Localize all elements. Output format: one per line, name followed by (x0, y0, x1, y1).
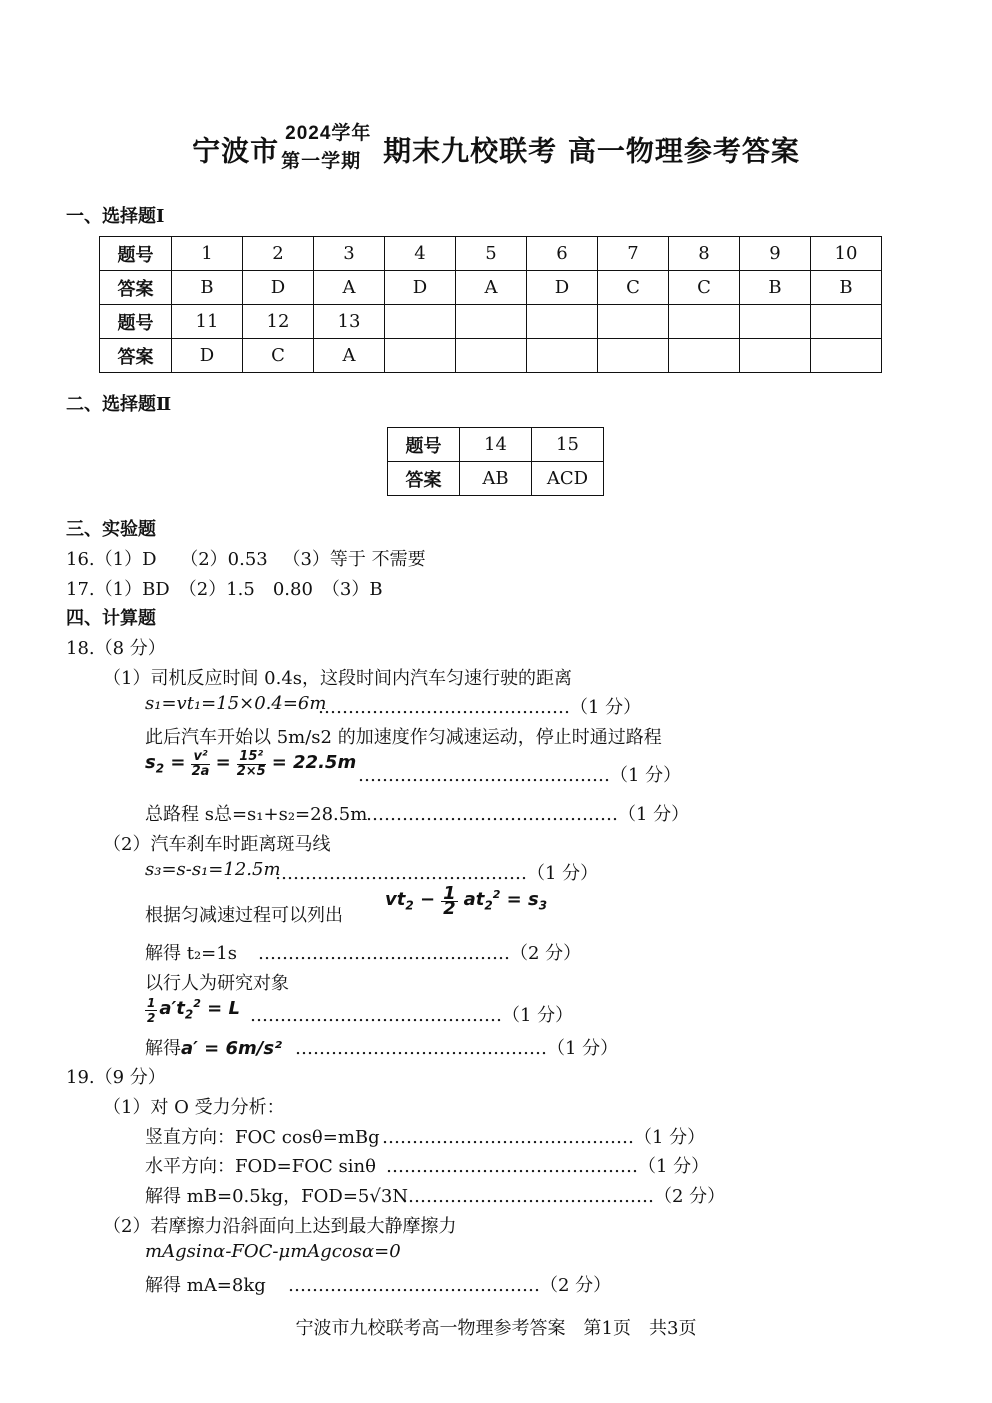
title-stack (281, 123, 381, 176)
table-cell: 11 (172, 305, 243, 339)
table-cell: 3 (314, 237, 385, 271)
q18-eq1: s₁=vt₁=15×0.4=6m (145, 693, 327, 714)
q18-eq1-score: ……………………………………（1 分） (318, 697, 642, 718)
section3-heading: 三、实验题 (66, 519, 156, 540)
q18-eq2-score: ……………………………………（1 分） (358, 765, 682, 786)
q18-part1: （1）司机反应时间 0.4s，这段时间内汽车匀速行驶的距离 (103, 668, 573, 689)
table-row (100, 237, 882, 271)
q18-eq2-formula: $s_2$ = $\frac{\text{v²}}{2a}$ = $\frac{\text{15²}}{2\times 5}$ = 22.5m (145, 749, 357, 779)
table-cell (598, 339, 669, 373)
table-cell: 5 (456, 237, 527, 271)
q18-eq3-score: ……………………………………（1 分） (366, 804, 690, 825)
title-year: 2024学年 (285, 123, 372, 144)
q19-eq3: 解得 mB=0.5kg，FOD=5√3N (145, 1186, 409, 1207)
q19-eq3-score: ……………………………………（2 分） (402, 1186, 726, 1207)
table-cell: 1 (172, 237, 243, 271)
table-cell: 7 (598, 237, 669, 271)
row-header-cell: 答案 (388, 462, 460, 496)
q19-eq5: 解得 mA=8kg (145, 1275, 266, 1296)
row-header-cell: 答案 (100, 271, 172, 305)
table-cell: D (385, 271, 456, 305)
table-cell: D (527, 271, 598, 305)
table-cell: 14 (460, 428, 532, 462)
table-cell: 13 (314, 305, 385, 339)
table-cell: 12 (243, 305, 314, 339)
q19-eq4: mAgsinα-FOC-μmAgcosα=0 (145, 1241, 401, 1262)
q18-eq8-formula: a′ = 6m/s² (181, 1038, 282, 1059)
table-cell: 8 (669, 237, 740, 271)
q19-header: 19.（9 分） (66, 1067, 166, 1088)
table-row (388, 428, 604, 462)
q17-answer: 17.（1）BD （2）1.5 0.80 （3）B (66, 579, 383, 600)
q18-eq5-formula: $vt_2$ − $\frac{1}{2}$ $at_2^2 = s_3$ (385, 883, 548, 919)
table-cell: D (243, 271, 314, 305)
table-row (100, 339, 882, 373)
table-cell: A (456, 271, 527, 305)
q18-eq7-formula: $\frac{1}{2}$ $a't_2^2 = L$ (147, 996, 240, 1025)
q18-eq8-score: ……………………………………（1 分） (295, 1038, 619, 1059)
title-suffix: 期末九校联考 高一物理参考答案 (383, 134, 800, 168)
q18-line2: 此后汽车开始以 5m/s2 的加速度作匀减速运动，停止时通过路程 (145, 727, 662, 748)
table-cell: C (598, 271, 669, 305)
table-cell (527, 339, 598, 373)
table-cell: B (172, 271, 243, 305)
section1-heading: 一、选择题Ⅰ (66, 206, 165, 227)
table-cell: 9 (740, 237, 811, 271)
table-cell (740, 339, 811, 373)
row-header-cell: 题号 (100, 305, 172, 339)
q18-eq4-score: ……………………………………（1 分） (275, 863, 599, 884)
table-cell: ACD (532, 462, 604, 496)
page-footer: 宁波市九校联考高一物理参考答案 第1页 共3页 (295, 1318, 697, 1339)
choice-table-1 (99, 236, 882, 373)
table-cell: A (314, 271, 385, 305)
q19-eq1-score: ……………………………………（1 分） (382, 1127, 706, 1148)
table-cell (385, 339, 456, 373)
choice-table-2 (387, 427, 604, 496)
page-title (0, 123, 992, 178)
table-cell (669, 339, 740, 373)
q19-eq2: 水平方向：FOD=FOC sinθ (145, 1156, 376, 1177)
table-cell: C (669, 271, 740, 305)
title-prefix: 宁波市 (192, 134, 280, 168)
table-row (100, 305, 882, 339)
table-cell (811, 305, 882, 339)
row-header-cell: 答案 (100, 339, 172, 373)
q18-line10 (145, 1034, 282, 1060)
q18-line6: 根据匀减速过程可以列出 (145, 905, 343, 926)
q18-eq7-score: ……………………………………（1 分） (250, 1005, 574, 1026)
table-cell: 2 (243, 237, 314, 271)
q18-header: 18.（8 分） (66, 638, 166, 659)
section2-heading: 二、选择题Ⅱ (66, 394, 172, 415)
table-cell (527, 305, 598, 339)
table-cell (456, 339, 527, 373)
q19-eq1: 竖直方向：FOC cosθ=mBg (145, 1127, 380, 1148)
table-cell: C (243, 339, 314, 373)
table-cell: 6 (527, 237, 598, 271)
table-cell: A (314, 339, 385, 373)
table-cell (740, 305, 811, 339)
q19-eq2-score: ……………………………………（1 分） (386, 1156, 710, 1177)
section4-heading: 四、计算题 (66, 608, 156, 629)
q19-part2: （2）若摩擦力沿斜面向上达到最大静摩擦力 (103, 1216, 457, 1237)
q19-eq5-score: ……………………………………（2 分） (288, 1275, 612, 1296)
row-header-cell: 题号 (388, 428, 460, 462)
table-cell: B (811, 271, 882, 305)
table-cell: D (172, 339, 243, 373)
table-cell (456, 305, 527, 339)
table-cell (669, 305, 740, 339)
q18-line10-label: 解得 (145, 1038, 181, 1059)
table-cell (811, 339, 882, 373)
table-cell: 10 (811, 237, 882, 271)
q18-eq4: s₃=s-s₁=12.5m (145, 859, 281, 880)
q18-eq6-score: ……………………………………（2 分） (258, 943, 582, 964)
table-cell: AB (460, 462, 532, 496)
q18-part2: （2）汽车刹车时距离斑马线 (103, 834, 331, 855)
table-cell: 4 (385, 237, 456, 271)
table-row (100, 271, 882, 305)
table-row (388, 462, 604, 496)
q18-eq3: 总路程 s总=s₁+s₂=28.5m (145, 804, 368, 825)
table-cell (598, 305, 669, 339)
q18-eq6: 解得 t₂=1s (145, 943, 237, 964)
q16-answer: 16.（1）D （2）0.53 （3）等于 不需要 (66, 549, 426, 570)
table-cell: 15 (532, 428, 604, 462)
title-term: 第一学期 (281, 150, 362, 172)
q19-part1: （1）对 O 受力分析： (103, 1097, 285, 1118)
q18-line8: 以行人为研究对象 (145, 973, 289, 994)
table-cell (385, 305, 456, 339)
table-cell: B (740, 271, 811, 305)
row-header-cell: 题号 (100, 237, 172, 271)
